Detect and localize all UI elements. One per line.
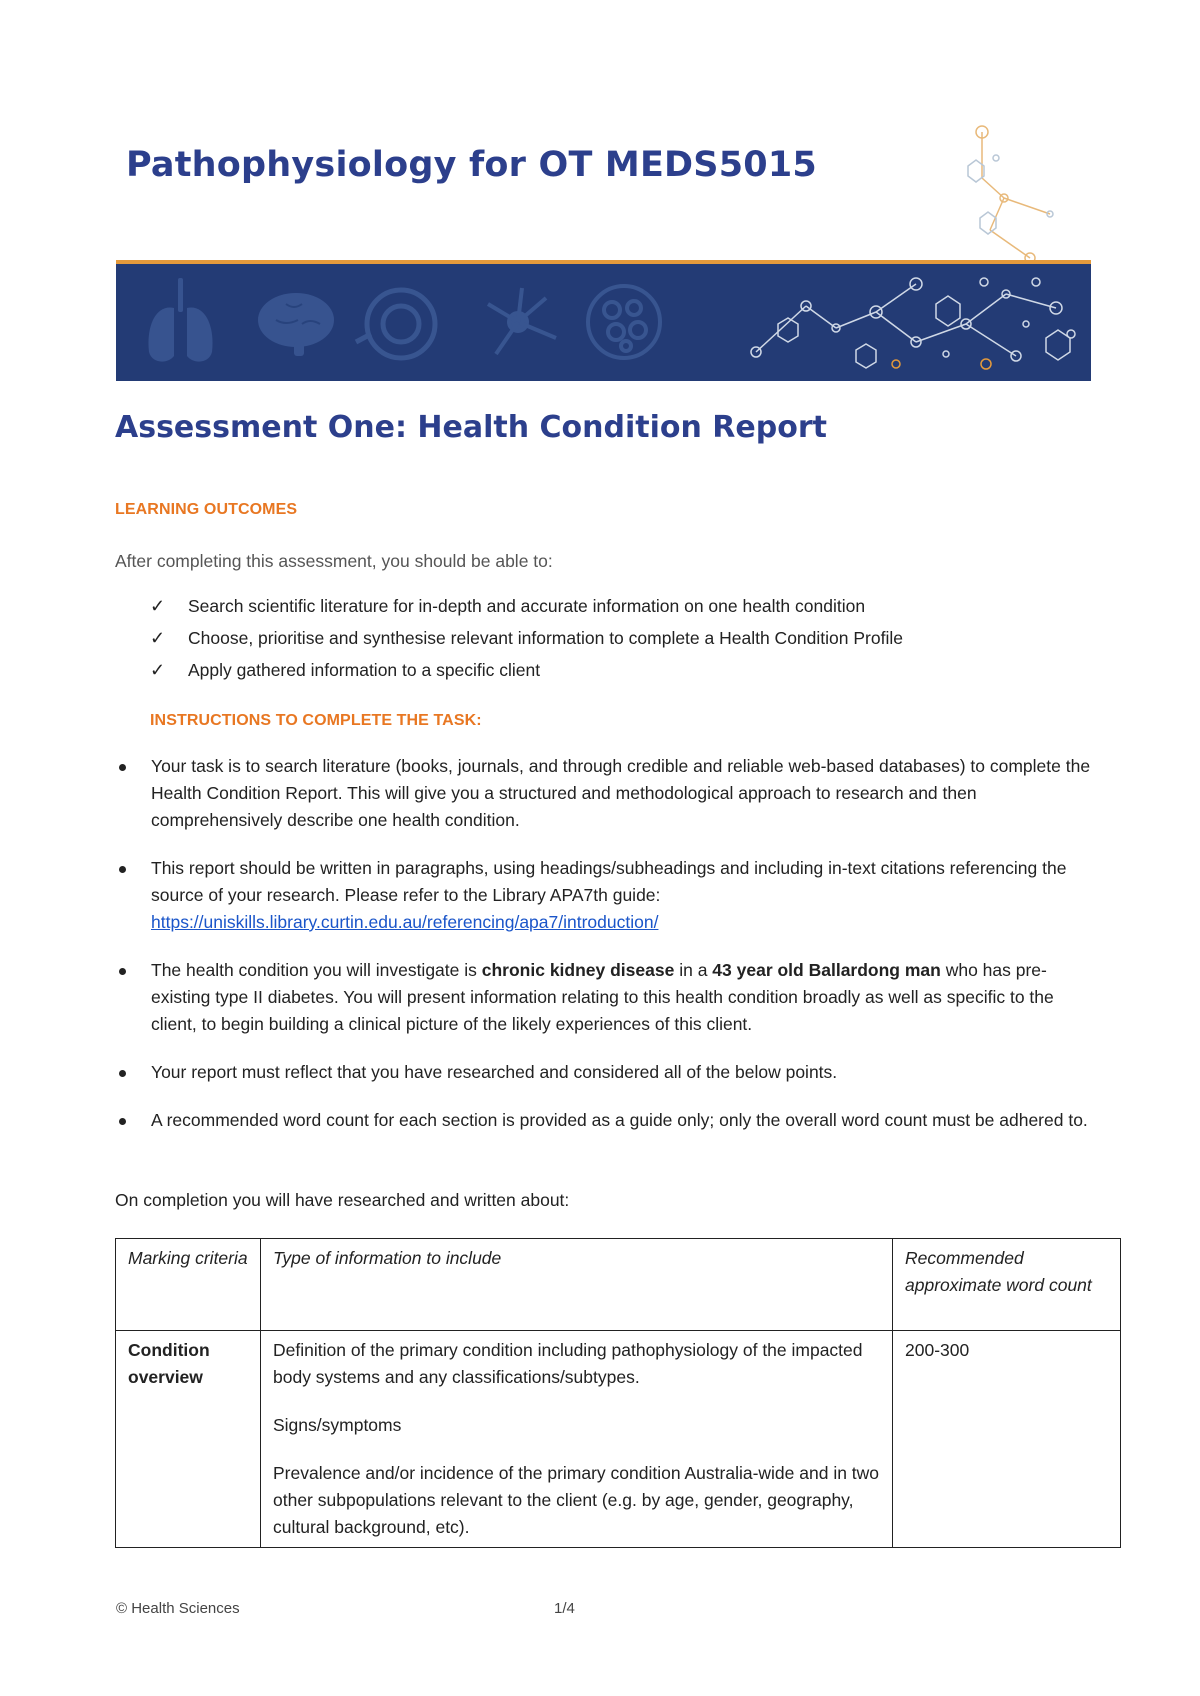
row-type-line: Definition of the primary condition including pathophysiology of the impacted body systems and any classifications/subtypes. <box>273 1340 863 1387</box>
check-icon: ✓ <box>150 628 166 648</box>
bullet-icon <box>119 866 126 873</box>
bullet-icon <box>119 1070 126 1077</box>
lungs-icon <box>148 278 212 362</box>
bullet-icon <box>119 764 126 771</box>
assessment-title: Assessment One: Health Condition Report <box>115 410 827 445</box>
course-title: Pathophysiology for OT MEDS5015 <box>126 145 817 185</box>
check-icon: ✓ <box>150 660 166 680</box>
learning-outcomes-list <box>145 593 903 689</box>
table-row <box>116 1331 1121 1548</box>
apa7-guide-link[interactable]: https://uniskills.library.curtin.edu.au/referencing/apa7/introduction/ <box>151 912 659 932</box>
list-item <box>115 855 1100 936</box>
learning-outcomes-intro: After completing this assessment, you should be able to: <box>115 551 553 571</box>
list-item <box>145 657 903 689</box>
row-type-line: Signs/symptoms <box>273 1415 402 1435</box>
list-item <box>145 625 903 657</box>
client-description: 43 year old Ballardong man <box>712 960 941 980</box>
header-type: Type of information to include <box>261 1239 893 1331</box>
instruction-text: This report should be written in paragraphs, using headings/subheadings and including in-text citations referencing the source of your research. Please refer to the Library APA7th guide: <box>151 858 1067 905</box>
molecule-network-icon <box>751 278 1075 369</box>
completion-intro: On completion you will have researched and written about: <box>115 1190 570 1210</box>
molecule-decoration-icon <box>960 118 1100 268</box>
bullet-icon <box>119 968 126 975</box>
brain-icon <box>258 293 334 356</box>
row-criteria: Condition overview <box>116 1331 261 1548</box>
page-number: 1/4 <box>554 1600 575 1617</box>
check-icon: ✓ <box>150 596 166 616</box>
row-count: 200-300 <box>893 1331 1121 1548</box>
neuron-icon <box>488 288 556 354</box>
list-item <box>115 753 1100 834</box>
instruction-text: in a <box>674 960 713 980</box>
outcome-text: Search scientific literature for in-depth and accurate information on one health condition <box>188 596 866 616</box>
table-header-row <box>116 1239 1121 1331</box>
list-item <box>115 1059 1100 1086</box>
list-item <box>115 957 1100 1038</box>
cell-icon <box>588 286 660 358</box>
learning-outcomes-heading: LEARNING OUTCOMES <box>115 501 298 518</box>
row-type <box>261 1331 893 1548</box>
header-criteria: Marking criteria <box>116 1239 261 1331</box>
list-item <box>115 1107 1100 1134</box>
bullet-icon <box>119 1118 126 1125</box>
marking-criteria-table <box>115 1238 1121 1548</box>
instruction-text: who has pre-existing type II diabetes. You will present information relating to this health condition broadly as well as specific to the client, to begin building a clinical picture of the likely experiences of this client. <box>151 960 1054 1034</box>
header-count: Recommended approximate word count <box>893 1239 1121 1331</box>
instruction-text: Your task is to search literature (books, journals, and through credible and reliable web-based databases) to complete the Health Condition Report. This will give you a structured and methodological approach to research and then comprehensively describe one health condition. <box>151 756 1091 830</box>
instruction-text: A recommended word count for each section is provided as a guide only; only the overall word count must be adhered to. <box>151 1110 1088 1130</box>
eye-icon <box>356 290 435 358</box>
condition-name: chronic kidney disease <box>481 960 675 980</box>
header-banner <box>116 260 1091 381</box>
instruction-text: The health condition you will investigate is <box>151 960 482 980</box>
list-item <box>145 593 903 625</box>
instructions-heading: INSTRUCTIONS TO COMPLETE THE TASK: <box>150 712 482 729</box>
outcome-text: Apply gathered information to a specific client <box>188 660 541 680</box>
instructions-list <box>115 753 1100 1155</box>
outcome-text: Choose, prioritise and synthesise relevant information to complete a Health Condition Profile <box>188 628 903 648</box>
instruction-text: Your report must reflect that you have researched and considered all of the below points. <box>151 1062 838 1082</box>
row-type-line: Prevalence and/or incidence of the primary condition Australia-wide and in two other subpopulations relevant to the client (e.g. by age, gender, geography, cultural background, etc). <box>273 1463 880 1537</box>
footer-copyright: © Health Sciences <box>116 1600 240 1617</box>
